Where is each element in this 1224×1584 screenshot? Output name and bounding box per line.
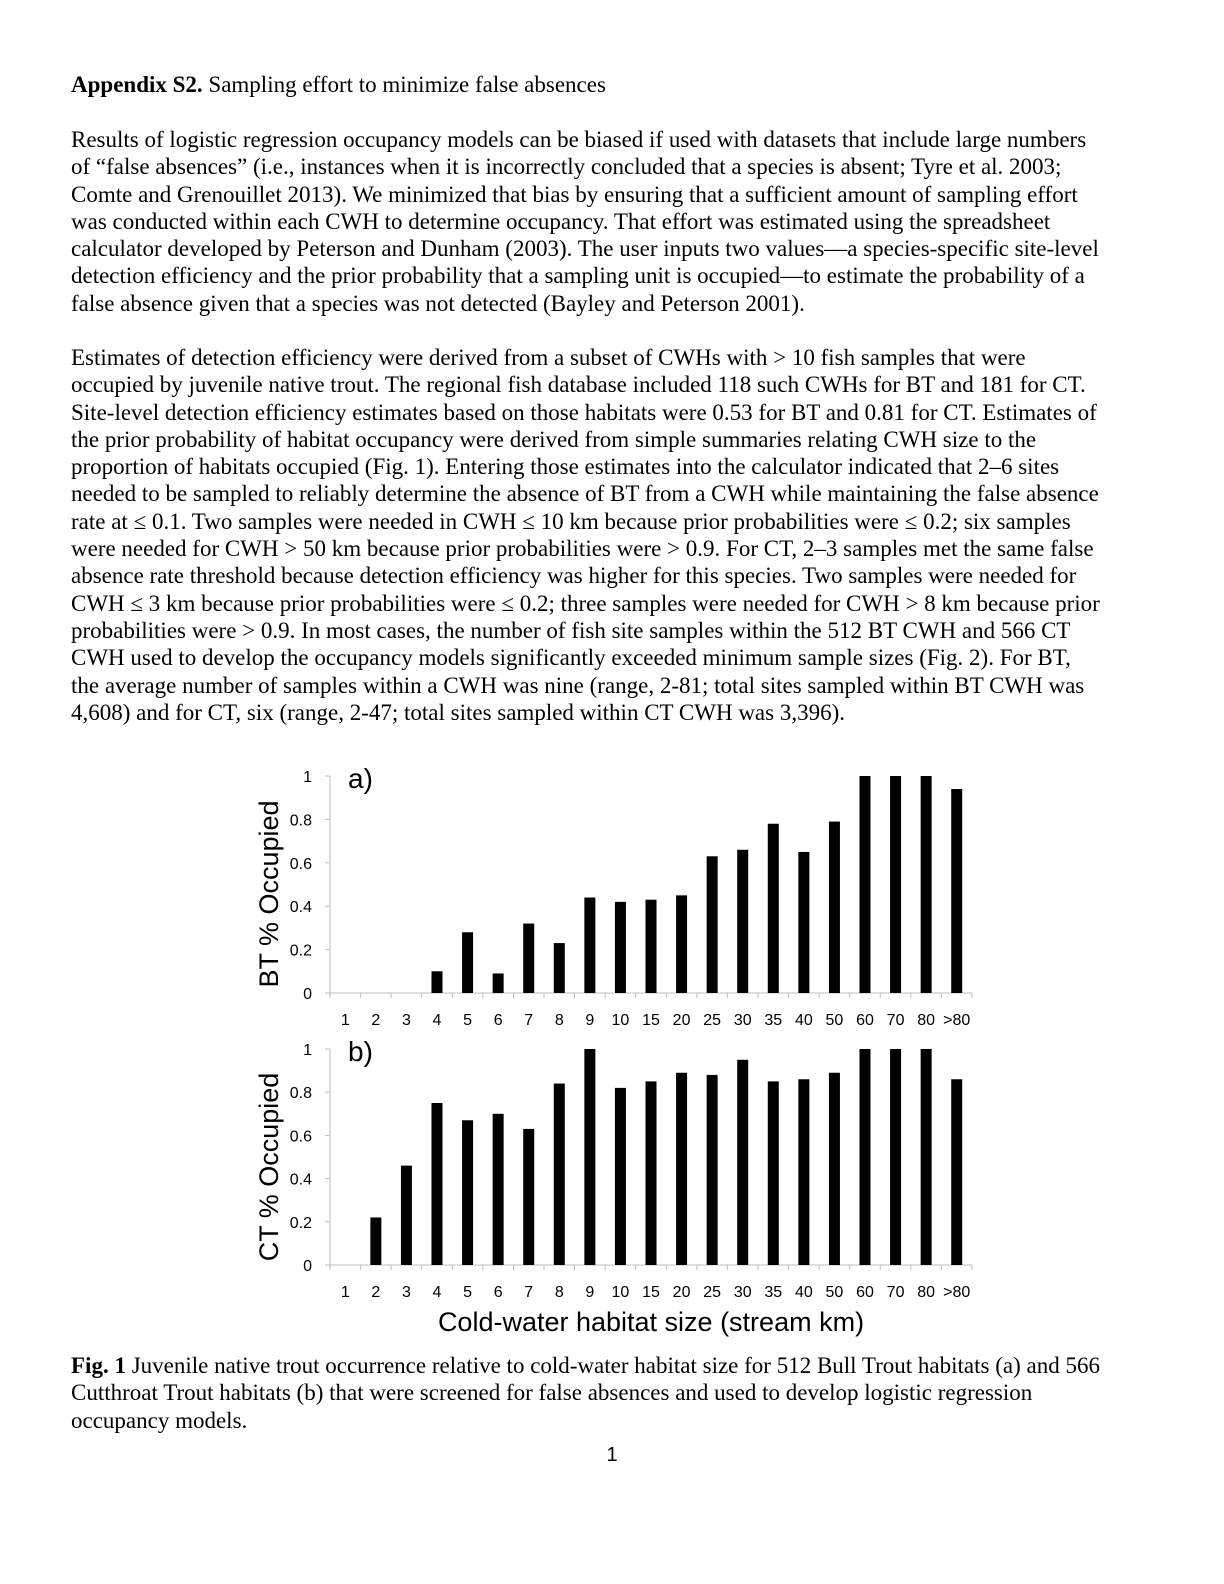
x-tick-label: >80 xyxy=(943,1284,971,1301)
bar xyxy=(921,776,932,993)
bar xyxy=(615,1088,626,1265)
paragraph-line: rate at ≤ 0.1. Two samples were needed in CWH ≤ 10 km because prior probabilities were ≤ 0.2; six samples xyxy=(71,508,1071,534)
bar xyxy=(615,902,626,993)
x-tick-label: 7 xyxy=(524,1012,534,1029)
bar xyxy=(523,1129,534,1265)
x-tick-label: 9 xyxy=(585,1284,595,1301)
panel-label: a) xyxy=(348,763,373,794)
x-tick-label: 4 xyxy=(432,1012,442,1029)
bar xyxy=(584,1049,595,1265)
x-tick-label: >80 xyxy=(943,1012,971,1029)
paragraph-line: CWH ≤ 3 km because prior probabilities were ≤ 0.2; three samples were needed for CWH > 8 km because prior xyxy=(71,590,1100,616)
bar xyxy=(646,1081,657,1265)
x-tick-label: 10 xyxy=(611,1012,630,1029)
paragraph-line: proportion of habitats occupied (Fig. 1). Entering those estimates into the calculator indicated that 2–6 sites xyxy=(71,454,1060,480)
x-tick-label: 5 xyxy=(463,1284,473,1301)
paragraph-line: Comte and Grenouillet 2013). We minimized that bias by ensuring that a sufficient amount of sampling effort xyxy=(71,181,1078,207)
bar xyxy=(370,1217,381,1265)
x-tick-label: 50 xyxy=(825,1284,844,1301)
x-tick-label: 15 xyxy=(642,1284,660,1301)
paragraph-line: was conducted within each CWH to determine occupancy. That effort was estimated using the spreadsheet xyxy=(71,208,1051,234)
bar xyxy=(860,776,871,993)
page-number: 1 xyxy=(606,1444,618,1466)
appendix-label: Appendix S2. xyxy=(71,72,203,97)
bar xyxy=(860,1049,871,1265)
x-tick-label: 2 xyxy=(371,1012,381,1029)
appendix-heading xyxy=(71,70,606,100)
x-tick-label: 25 xyxy=(703,1284,722,1301)
bar xyxy=(554,943,565,993)
x-tick-label: 40 xyxy=(794,1012,813,1029)
y-tick-label: 0 xyxy=(303,1258,312,1275)
x-tick-label: 50 xyxy=(825,1012,844,1029)
bar xyxy=(676,1073,687,1265)
paragraph-false-absences xyxy=(71,126,1161,317)
x-tick-label: 35 xyxy=(764,1284,783,1301)
paragraph-line: detection efficiency and the prior probability that a sampling unit is occupied—to estimate the probability of a xyxy=(71,263,1085,289)
x-tick-label: 8 xyxy=(554,1284,564,1301)
x-tick-label: 3 xyxy=(401,1012,411,1029)
y-tick-label: 0.6 xyxy=(289,1128,312,1146)
x-tick-label: 5 xyxy=(463,1012,473,1029)
y-tick-label: 1 xyxy=(303,769,312,786)
y-axis-title: BT % Occupied xyxy=(254,800,284,988)
bar xyxy=(462,932,473,993)
bar xyxy=(798,1079,809,1265)
x-tick-label: 9 xyxy=(585,1012,595,1029)
x-tick-label: 30 xyxy=(733,1012,752,1029)
bar xyxy=(646,900,657,993)
paragraph-line: calculator developed by Peterson and Dunham (2003). The user inputs two values—a species-specific site-level xyxy=(71,236,1099,262)
paragraph-line: Results of logistic regression occupancy models can be biased if used with datasets that include large numbers xyxy=(71,127,1087,152)
bar xyxy=(951,789,962,993)
caption-line: occupancy models. xyxy=(71,1407,248,1433)
x-tick-label: 60 xyxy=(856,1012,874,1029)
paragraph-line: of “false absences” (i.e., instances when it is incorrectly concluded that a species is absent; Tyre et al. 2003; xyxy=(71,154,1062,180)
x-tick-label: 20 xyxy=(672,1284,691,1301)
bar xyxy=(707,1075,718,1265)
panel-label: b) xyxy=(348,1036,373,1067)
x-tick-label: 15 xyxy=(642,1012,660,1029)
paragraph-line: Site-level detection efficiency estimates based on those habitats were 0.53 for BT and 0.81 for CT. Estimates of xyxy=(71,399,1097,425)
figure-1 xyxy=(230,758,990,1343)
paragraph-line: occupied by juvenile native trout. The regional fish database included 118 such CWHs for BT and 181 for CT. xyxy=(71,372,1086,398)
x-tick-label: 10 xyxy=(611,1284,630,1301)
caption-line: Cutthroat Trout habitats (b) that were screened for false absences and used to develop logistic regression xyxy=(71,1380,1033,1406)
bar xyxy=(798,852,809,993)
paragraph-line: were needed for CWH > 50 km because prior probabilities were > 0.9. For CT, 2–3 samples met the same false xyxy=(71,536,1094,562)
bar xyxy=(829,1073,840,1265)
bar xyxy=(890,1049,901,1265)
paragraph-line: absence rate threshold because detection efficiency was higher for this species. Two samples were needed for xyxy=(71,563,1077,589)
x-tick-label: 80 xyxy=(917,1012,936,1029)
bar xyxy=(493,973,504,993)
x-tick-label: 70 xyxy=(886,1284,905,1301)
bar xyxy=(768,824,779,993)
bar xyxy=(890,776,901,993)
y-tick-label: 0.8 xyxy=(289,812,312,830)
bar xyxy=(829,822,840,993)
bar xyxy=(951,1079,962,1265)
bar xyxy=(921,1049,932,1265)
paragraph-line: false absence given that a species was not detected (Bayley and Peterson 2001). xyxy=(71,290,805,316)
bar xyxy=(676,895,687,993)
x-tick-label: 70 xyxy=(886,1012,905,1029)
x-tick-label: 40 xyxy=(794,1284,813,1301)
y-tick-label: 0.2 xyxy=(289,1214,312,1232)
bar xyxy=(401,1166,412,1265)
bar xyxy=(462,1120,473,1265)
x-axis-title: Cold-water habitat size (stream km) xyxy=(437,1307,865,1337)
x-tick-label: 1 xyxy=(340,1284,350,1301)
x-tick-label: 8 xyxy=(554,1012,564,1029)
paragraph-line: Estimates of detection efficiency were derived from a subset of CWHs with > 10 fish samples that were xyxy=(71,345,1026,370)
x-tick-label: 3 xyxy=(401,1284,411,1301)
paragraph-line: CWH used to develop the occupancy models significantly exceeded minimum sample sizes (Fig. 2). For BT, xyxy=(71,645,1071,671)
y-tick-label: 0.6 xyxy=(289,855,312,873)
x-tick-label: 2 xyxy=(371,1284,381,1301)
bar xyxy=(707,856,718,993)
bar xyxy=(523,924,534,993)
y-tick-label: 0.4 xyxy=(289,899,312,917)
bar xyxy=(493,1114,504,1265)
paragraph-line: the prior probability of habitat occupancy were derived from simple summaries relating CWH size to the xyxy=(71,426,1037,452)
appendix-title: Sampling effort to minimize false absences xyxy=(202,72,606,97)
x-tick-label: 35 xyxy=(764,1012,783,1029)
bar xyxy=(432,971,443,993)
paragraph-line: probabilities were > 0.9. In most cases, the number of fish site samples within the 512 BT CWH and 566 CT xyxy=(71,617,1071,643)
x-tick-label: 6 xyxy=(493,1012,503,1029)
y-tick-label: 1 xyxy=(303,1042,312,1059)
bar xyxy=(768,1081,779,1265)
bar xyxy=(554,1084,565,1265)
y-tick-label: 0.4 xyxy=(289,1171,312,1189)
x-tick-label: 60 xyxy=(856,1284,874,1301)
figure-caption xyxy=(71,1352,1100,1434)
x-tick-label: 30 xyxy=(733,1284,752,1301)
figure-1-chart xyxy=(230,758,990,1343)
paragraph-line: the average number of samples within a CWH was nine (range, 2-81; total sites sampled within BT CWH was xyxy=(71,672,1085,698)
paragraph-detection-efficiency xyxy=(71,344,1161,726)
caption-line: Juvenile native trout occurrence relative to cold-water habitat size for 512 Bull Trout habitats (a) and 566 xyxy=(125,1353,1100,1378)
x-tick-label: 4 xyxy=(432,1284,442,1301)
bar xyxy=(432,1103,443,1265)
x-tick-label: 1 xyxy=(340,1012,350,1029)
x-tick-label: 7 xyxy=(524,1284,534,1301)
bar xyxy=(737,850,748,993)
paragraph-line: 4,608) and for CT, six (range, 2-47; total sites sampled within CT CWH was 3,396). xyxy=(71,699,846,725)
caption-label: Fig. 1 xyxy=(71,1353,126,1378)
x-tick-label: 6 xyxy=(493,1284,503,1301)
y-tick-label: 0.2 xyxy=(289,942,312,960)
x-tick-label: 80 xyxy=(917,1284,936,1301)
bar xyxy=(584,898,595,993)
x-tick-label: 25 xyxy=(703,1012,722,1029)
y-tick-label: 0 xyxy=(303,986,312,1003)
y-tick-label: 0.8 xyxy=(289,1085,312,1103)
y-axis-title: CT % Occupied xyxy=(254,1072,284,1262)
x-tick-label: 20 xyxy=(672,1012,691,1029)
paragraph-line: needed to be sampled to reliably determine the absence of BT from a CWH while maintaining the false absence xyxy=(71,481,1099,507)
bar xyxy=(737,1060,748,1265)
